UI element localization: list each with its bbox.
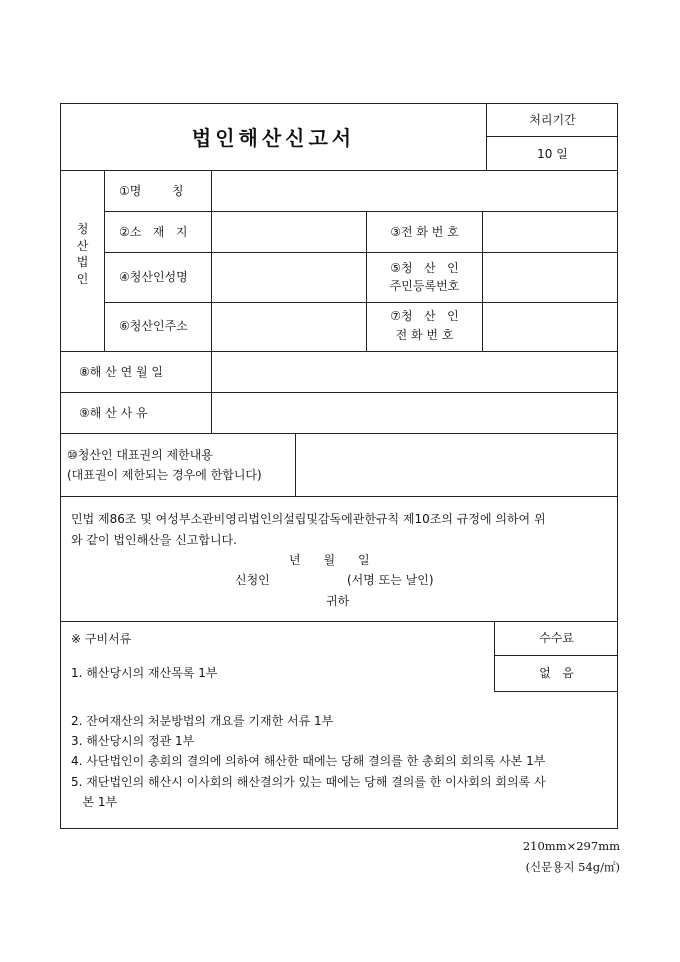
document-item: 2. 잔여재산의 처분방법의 개요를 기재한 서류 1부: [71, 714, 334, 728]
restriction-label-1: ⑩청산인 대표권의 제한내용: [67, 448, 213, 462]
processing-period-value: 10 일: [537, 147, 568, 161]
fee-value: 없 음: [539, 666, 574, 680]
liquidator-name-label: ④청산인성명: [119, 270, 188, 284]
addressee-label: 귀하: [326, 594, 350, 608]
liquidator-id-label-1: ⑤청 산 인: [390, 261, 459, 275]
declaration-date: 년 월 일: [289, 553, 370, 567]
dissolution-date-label: ⑧해 산 연 월 일: [79, 365, 163, 379]
required-documents-header: ※ 구비서류: [71, 632, 132, 646]
liquidator-phone-label-1: ⑦청 산 인: [390, 309, 459, 323]
fee-label: 수수료: [539, 631, 574, 645]
dissolution-reason-label: ⑨해 산 사 유: [79, 406, 148, 420]
document-item: 1. 해산당시의 재산목록 1부: [71, 666, 218, 680]
document-item: 4. 사단법인이 총회의 결의에 의하여 해산한 때에는 당해 결의를 한 총회의 회의록 사본 1부: [71, 754, 546, 768]
declaration-line-2: 와 같이 법인해산을 신고합니다.: [71, 533, 237, 547]
declaration-line-1: 민법 제86조 및 여성부소관비영리법인의설립및감독에관한규칙 제10조의 규정에 의하여 위: [71, 512, 546, 526]
restriction-label-2: (대표권이 제한되는 경우에 한합니다): [67, 468, 262, 482]
liquidator-address-label: ⑥청산인주소: [119, 319, 188, 333]
processing-period-label: 처리기간: [529, 113, 576, 127]
signature-label: (서명 또는 날인): [347, 573, 434, 587]
applicant-label: 신청인: [235, 573, 270, 587]
paper-size: 210mm×297mm: [522, 839, 620, 853]
dissolution-report-form: [60, 103, 618, 829]
document-item: 5. 재단법인의 해산시 이사회의 해산결의가 있는 때에는 당해 결의를 한 이사회의 회의록 사: [71, 775, 546, 789]
document-item: 본 1부: [71, 795, 118, 809]
liquidator-phone-label-2: 전 화 번 호: [395, 328, 454, 342]
paper-type: (신문용지 54g/㎡): [525, 860, 620, 874]
phone-label: ③전 화 번 호: [390, 225, 459, 239]
location-label: ②소 재 지: [119, 225, 188, 239]
liquidating-corporation-label: 청 산 법 인: [76, 222, 89, 286]
document-item: 3. 해산당시의 정관 1부: [71, 734, 195, 748]
form-title: 법인해산신고서: [191, 126, 356, 150]
liquidator-id-label-2: 주민등록번호: [389, 279, 460, 293]
name-label: ①명 칭: [119, 184, 184, 198]
